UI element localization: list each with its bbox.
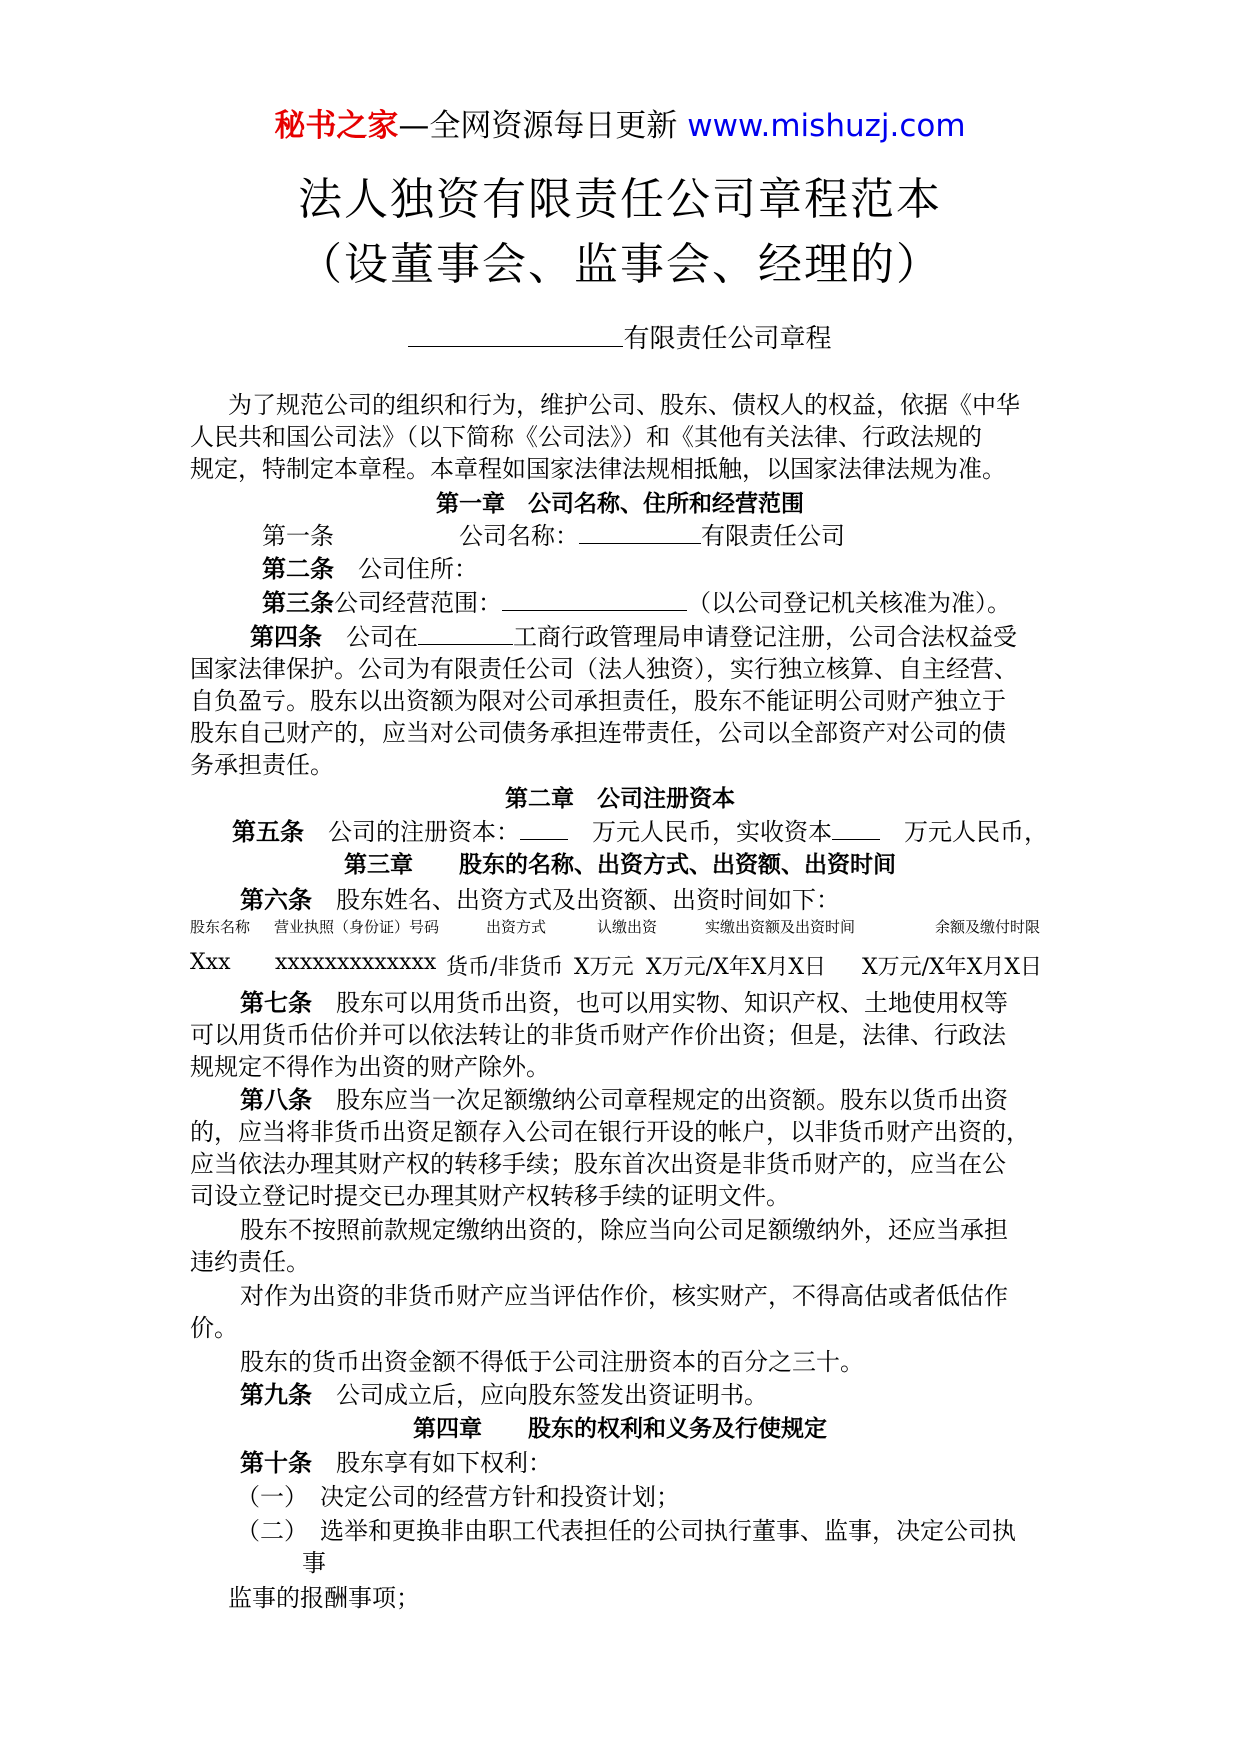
article-8-para: 对作为出资的非货币财产应当评估作价，核实财产，不得高估或者低估作 xyxy=(240,1282,1008,1310)
preamble-line: 为了规范公司的组织和行为，维护公司、股东、债权人的权益，依据《中华 xyxy=(228,391,1020,419)
article-label: 第二条 xyxy=(262,554,334,583)
article-text: 公司成立后，应向股东签发出资证明书。 xyxy=(336,1381,768,1409)
blank-field xyxy=(832,813,880,840)
article-4-line: 自负盈亏。股东以出资额为限对公司承担责任，股东不能证明公司财产独立于 xyxy=(190,687,1006,715)
list-text: 决定公司的经营方针和投资计划； xyxy=(320,1483,680,1511)
charter-heading xyxy=(0,318,1240,355)
article-10-tail: 监事的报酬事项； xyxy=(228,1584,420,1612)
list-text: 选举和更换非由职工代表担任的公司执行董事、监事，决定公司执 xyxy=(320,1517,1016,1545)
article-text: 公司住所： xyxy=(358,555,478,583)
article-text: （以公司登记机关核准为准）。 xyxy=(687,589,1011,617)
table-header-cell: 营业执照（身份证）号码 xyxy=(274,918,440,936)
article-7-line: 可以用货币估价并可以依法转让的非货币财产作价出资；但是，法律、行政法 xyxy=(190,1021,1006,1049)
article-8-line: 的，应当将非货币出资足额存入公司在银行开设的帐户，以非货币财产出资的， xyxy=(190,1118,1030,1146)
article-text: 工商行政管理局申请登记注册，公司合法权益受 xyxy=(513,623,1017,651)
list-item-continuation: 事 xyxy=(302,1549,326,1577)
article-8-line: 司设立登记时提交已办理其财产权转移手续的证明文件。 xyxy=(190,1182,790,1210)
article-3 xyxy=(262,583,1011,618)
table-cell: xxxxxxxxxxxxx xyxy=(275,950,437,975)
article-text: 公司名称： xyxy=(459,522,579,550)
article-1 xyxy=(262,516,845,551)
chapter-title: 第二章 公司注册资本 xyxy=(505,785,735,812)
list-item xyxy=(236,1511,1016,1546)
brand-name: 秘书之家 xyxy=(274,108,399,144)
table-cell: X万元/X年X月X日 xyxy=(646,955,827,980)
article-10 xyxy=(240,1443,552,1478)
article-8-para: 股东不按照前款规定缴纳出资的，除应当向公司足额缴纳外，还应当承担 xyxy=(240,1216,1008,1244)
document-title: 法人独资有限责任公司章程范本 xyxy=(298,174,942,225)
preamble-line: 规定，特制定本章程。本章程如国家法律法规相抵触，以国家法律法规为准。 xyxy=(190,455,1006,483)
article-7 xyxy=(240,983,1008,1018)
table-header-cell: 认缴出资 xyxy=(597,918,658,936)
article-label: 第十条 xyxy=(240,1448,312,1477)
charter-heading-text: 有限责任公司章程 xyxy=(623,324,832,354)
article-8-line: 应当依法办理其财产权的转移手续；股东首次出资是非货币财产的，应当在公 xyxy=(190,1150,1006,1178)
table-cell: X万元/X年X月X日 xyxy=(862,955,1043,980)
site-link[interactable]: www.mishuzj.com xyxy=(687,108,966,144)
article-4-line: 股东自己财产的，应当对公司债务承担连带责任，公司以全部资产对公司的债 xyxy=(190,719,1006,747)
table-cell: 货币/非货币 xyxy=(446,955,564,980)
table-header-cell: 股东名称 xyxy=(190,918,251,936)
table-header-cell: 实缴出资额及出资时间 xyxy=(705,918,856,936)
article-8 xyxy=(240,1080,1008,1115)
article-5 xyxy=(232,812,1048,847)
table-cell: Xxx xyxy=(190,950,231,975)
article-text: 股东可以用货币出资，也可以用实物、知识产权、土地使用权等 xyxy=(336,989,1008,1017)
article-4-line: 务承担责任。 xyxy=(190,751,334,779)
chapter-title: 第一章 公司名称、住所和经营范围 xyxy=(436,490,804,517)
article-text: 公司经营范围： xyxy=(334,589,502,617)
company-name-blank xyxy=(408,320,623,347)
article-text: 有限责任公司 xyxy=(701,522,845,550)
article-9 xyxy=(240,1375,768,1410)
table-header-cell: 出资方式 xyxy=(486,918,547,936)
article-text: 股东享有如下权利： xyxy=(336,1449,552,1477)
article-label: 第五条 xyxy=(232,817,304,846)
chapter-title: 第四章 股东的权利和义务及行使规定 xyxy=(413,1415,827,1442)
article-text: 股东姓名、出资方式及出资额、出资时间如下： xyxy=(336,886,840,914)
article-label: 第三条 xyxy=(262,588,334,617)
list-item xyxy=(236,1477,680,1512)
article-label: 第一条 xyxy=(262,522,334,550)
article-text: 万元人民币， xyxy=(904,818,1048,846)
table-cell: X万元 xyxy=(574,955,634,980)
header-tagline: —全网资源每日更新 xyxy=(398,108,688,144)
article-4 xyxy=(250,617,1017,652)
article-label: 第九条 xyxy=(240,1380,312,1409)
table-header-cell: 余额及缴付时限 xyxy=(935,918,1041,936)
article-text: 公司在 xyxy=(346,623,418,651)
blank-field xyxy=(502,584,687,611)
article-8-para: 价。 xyxy=(190,1314,238,1342)
article-6 xyxy=(240,880,840,915)
article-text: 股东应当一次足额缴纳公司章程规定的出资额。股东以货币出资 xyxy=(336,1086,1008,1114)
article-label: 第八条 xyxy=(240,1085,312,1114)
article-7-line: 规规定不得作为出资的财产除外。 xyxy=(190,1053,550,1081)
article-label: 第六条 xyxy=(240,885,312,914)
preamble-line: 人民共和国公司法》（以下简称《公司法》）和《其他有关法律、行政法规的 xyxy=(190,423,982,451)
blank-field xyxy=(418,618,513,645)
blank-field xyxy=(579,517,701,544)
blank-field xyxy=(520,813,568,840)
list-number: （二） xyxy=(236,1517,296,1545)
article-label: 第四条 xyxy=(250,622,322,651)
article-text: 公司的注册资本： xyxy=(328,818,520,846)
list-number: （一） xyxy=(236,1483,296,1511)
article-2 xyxy=(262,549,478,584)
site-header xyxy=(0,100,1240,145)
article-text: 万元人民币，实收资本 xyxy=(592,818,832,846)
article-8-para: 违约责任。 xyxy=(190,1248,310,1276)
article-4-line: 国家法律保护。公司为有限责任公司（法人独资），实行独立核算、自主经营、 xyxy=(190,655,1018,683)
document-subtitle-paren: （设董事会、监事会、经理的） xyxy=(298,239,942,290)
article-8-para: 股东的货币出资金额不得低于公司注册资本的百分之三十。 xyxy=(240,1348,864,1376)
chapter-title: 第三章 股东的名称、出资方式、出资额、出资时间 xyxy=(344,851,896,878)
article-label: 第七条 xyxy=(240,988,312,1017)
